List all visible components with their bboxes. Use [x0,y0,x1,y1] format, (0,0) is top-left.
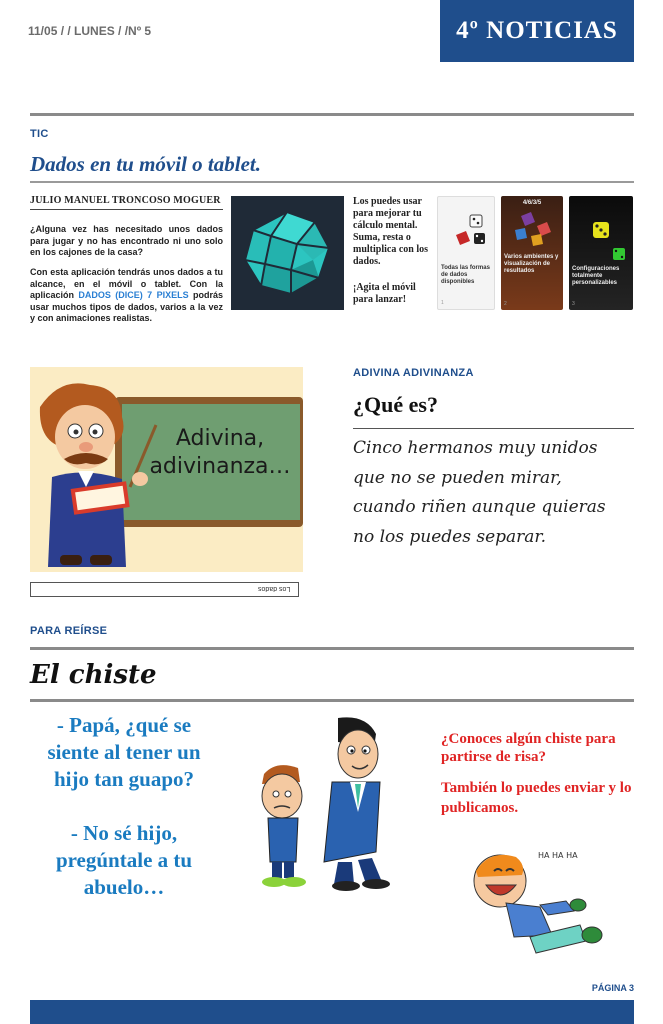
laughing-kid-illustration [470,845,610,965]
riddle-line: no los puedes separar. [353,526,547,547]
riddle-line: Cinco hermanos muy unidos [353,438,598,458]
page-number: PÁGINA 3 [591,983,634,993]
tic-paragraph-2 [30,267,223,325]
image-caption-box [30,582,299,597]
riddle-divider [353,428,634,429]
screenshot-number: 1 [441,300,444,306]
send-jokes-text: También lo puedes enviar y lo publicamos. [441,780,632,816]
riddle-line: cuando riñen aunque quieras [353,497,606,517]
masthead-title: 4º NOTICIAS [440,0,634,62]
paragraph-text: Con esta aplicación tendrás unos dados a tu alcance, en el móvil o tablet. Con la aplicación [30,267,223,300]
app-name-link[interactable]: DADOS (DICE) 7 PIXELS [78,290,189,300]
father-son-cartoon [254,712,394,892]
riddle-title: ¿Qué es? [353,392,438,417]
section-label-joke: PARA REÍRSE [30,625,108,637]
screenshot-number: 3 [572,301,575,307]
joke-title: El chiste [30,660,157,690]
joke-answer: - No sé hijo, pregúntale a tu abuelo… [55,821,193,899]
joke-dialogue [30,712,218,901]
app-screenshot-2 [501,196,563,310]
ask-readers-text: ¿Conoces algún chiste para partirse de risa? [441,731,616,765]
riddle-verse [353,434,638,552]
author-byline: JULIO MANUEL TRONCOSO MOGUER [30,195,221,206]
riddle-illustration [30,367,303,572]
mental-math-text: Los puedes usar para mejorar tu cálculo mental. Suma, resta o multiplica con los dados. [353,196,429,267]
footer-bar [30,1000,634,1024]
screenshot-caption: Varios ambientes y visualización de resultados [504,254,559,274]
paragraph-text: podrás usar muchos tipos de dados, varios a la vez y con animaciones realistas. [30,290,223,323]
joke-question: - Papá, ¿qué se siente al tener un hijo tan guapo? [47,713,201,791]
byline-underline [30,209,223,210]
app-screenshot-1 [437,196,495,310]
joke-top-divider [30,647,634,650]
riddle-line: que no se pueden mirar, [353,467,562,488]
section-label-riddle: ADIVINA ADIVINANZA [353,367,474,379]
tic-paragraph-1: ¿Alguna vez has necesitado unos dados para jugar y no has encontrado ni uno solo en los cajones de la casa? [30,224,223,257]
headline-divider [30,181,634,183]
section-divider [30,113,634,116]
image-caption: Los dados [257,585,290,592]
section-label-tic: TIC [30,128,49,140]
screenshot-caption: Todas las formas de dados disponibles [441,265,490,285]
laugh-text: HA HA HA [538,851,578,860]
dice-result-readout: 4/6/3/5 [522,200,542,206]
tic-headline: Dados en tu móvil o tablet. [30,152,261,176]
dice-app-icon [231,196,344,310]
app-screenshot-3 [569,196,633,310]
screenshot-caption: Configuraciones totalmente personalizables [572,266,620,286]
riddle-image-text: Adivina, adivinanza… [149,426,291,479]
shake-text: ¡Agita el móvil para lanzar! [353,282,416,305]
joke-bottom-divider [30,699,634,702]
issue-date-line: 11/05 / / LUNES / /Nº 5 [28,24,152,38]
screenshot-number: 2 [504,301,507,307]
tic-side-text [353,196,437,306]
